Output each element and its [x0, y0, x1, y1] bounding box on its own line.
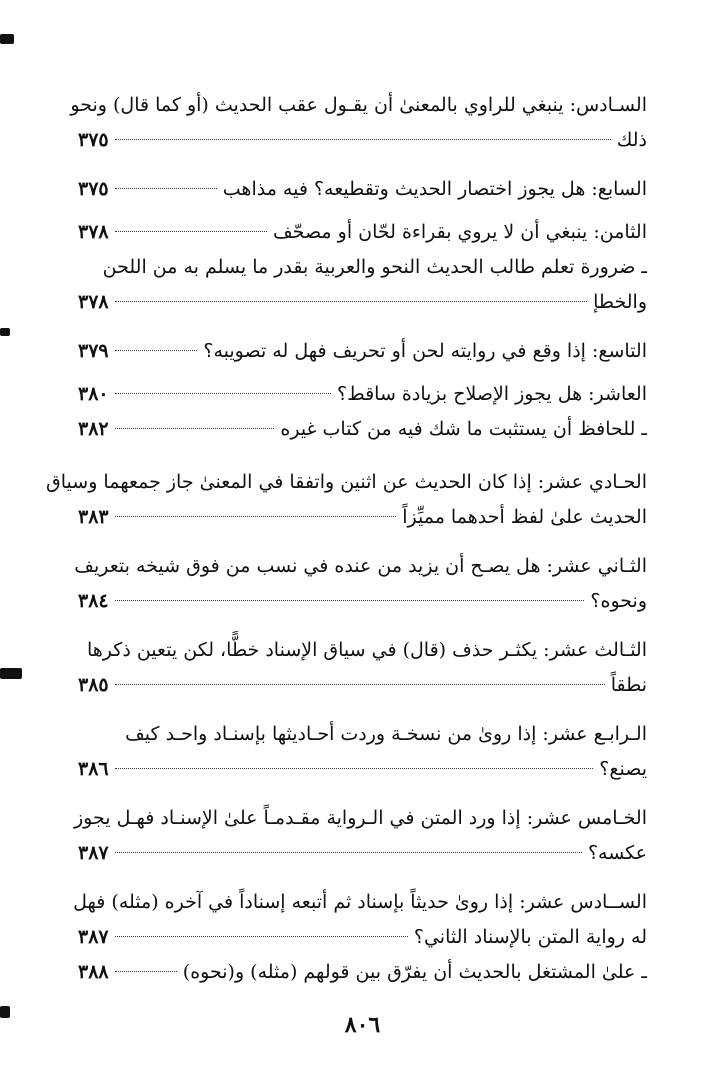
dot-leader [115, 768, 594, 769]
toc-entry [78, 334, 647, 369]
entry-text: ـ للحافظ أن يستثبت ما شك فيه من كتاب غيره [280, 418, 647, 440]
dot-leader [115, 231, 267, 232]
entry-page-number: ٣٨٧ [78, 842, 109, 864]
table-of-contents [46, 88, 647, 990]
dot-leader [115, 301, 587, 302]
dot-leader [115, 188, 217, 189]
entry-last-line [78, 668, 647, 703]
entry-text: الثامن: ينبغي أن لا يروي بقراءة لحّان أو مصحّف [273, 221, 647, 243]
toc-entry [78, 717, 647, 787]
dot-leader [115, 971, 177, 972]
entry-last-line [78, 377, 647, 412]
entry-page-number: ٣٧٥ [78, 178, 109, 200]
toc-entry [78, 215, 647, 250]
entry-text: والخطإ [593, 291, 647, 313]
entry-text: نطقاً [610, 674, 647, 696]
entry-text: له رواية المتن بالإسناد الثاني؟ [413, 926, 647, 948]
scan-mark-left [0, 328, 10, 336]
entry-line [70, 88, 647, 123]
entry-last-line [78, 920, 647, 955]
dot-leader [115, 393, 331, 394]
scan-mark-middle [0, 668, 22, 679]
entry-page-number: ٣٨٢ [78, 418, 109, 440]
dot-leader [115, 936, 408, 937]
entry-last-line [78, 500, 647, 535]
toc-entry [73, 885, 647, 955]
toc-entry [78, 412, 647, 447]
entry-text: الحـادي عشر: إذا كان الحديث عن اثنين واتفقا في المعنىٰ جاز جمعهما وسياق [46, 471, 647, 493]
entry-text: الحديث علىٰ لفظ أحدهما مميِّزاً [402, 506, 647, 528]
toc-entry [78, 633, 647, 703]
entry-text: الخـامس عشر: إذا ورد المتن في الـرواية مقـدمـاً علىٰ الإسنـاد فهـل يجوز [74, 807, 647, 829]
entry-text: السـادس: ينبغي للراوي بالمعنىٰ أن يقـول عقب الحديث (أو كما قال) ونحو [70, 94, 647, 116]
entry-text: الثـاني عشر: هل يصـح أن يزيد من عنده في نسب من فوق شيخه بتعريف [74, 555, 647, 577]
entry-line [78, 250, 647, 285]
entry-page-number: ٣٧٨ [78, 291, 109, 313]
entry-line [73, 885, 647, 920]
toc-entry [74, 801, 647, 871]
entry-page-number: ٣٨٤ [78, 590, 109, 612]
entry-page-number: ٣٨٧ [78, 926, 109, 948]
entry-page-number: ٣٨٥ [78, 674, 109, 696]
dot-leader [115, 516, 397, 517]
entry-last-line [78, 412, 647, 447]
entry-line [78, 717, 647, 752]
entry-last-line [78, 955, 647, 990]
entry-last-line [78, 334, 647, 369]
entry-text: ذلك [616, 129, 647, 151]
scan-mark-top [0, 34, 14, 44]
entry-last-line [78, 584, 647, 619]
entry-line [46, 465, 647, 500]
entry-page-number: ٣٨٣ [78, 506, 109, 528]
entry-text: الســادس عشر: إذا روىٰ حديثاً بإسناد ثم أتبعه إسناداً في آخره (مثله) فهل [73, 891, 647, 913]
dot-leader [115, 139, 611, 140]
entry-last-line [78, 836, 647, 871]
entry-text: الـرابـع عشر: إذا روىٰ من نسخـة وردت أحـاديثها بإسنـاد واحـد كيف [125, 723, 647, 745]
dot-leader [115, 852, 582, 853]
entry-page-number: ٣٨٦ [78, 758, 109, 780]
entry-text: السابع: هل يجوز اختصار الحديث وتقطيعه؟ فيه مذاهب [222, 178, 647, 200]
toc-entry [74, 549, 647, 619]
entry-text: ـ علىٰ المشتغل بالحديث أن يفرّق بين قولهم (مثله) و(نحوه) [182, 961, 647, 983]
dot-leader [115, 350, 198, 351]
toc-entry [78, 377, 647, 412]
entry-last-line [78, 215, 647, 250]
dot-leader [115, 684, 605, 685]
entry-page-number: ٣٧٩ [78, 340, 109, 362]
dot-leader [115, 600, 585, 601]
entry-page-number: ٣٨٠ [78, 383, 109, 405]
page-number: ٨٠٦ [344, 1012, 381, 1038]
toc-entry [46, 465, 647, 535]
entry-line [78, 633, 647, 668]
entry-text: العاشر: هل يجوز الإصلاح بزيادة ساقط؟ [336, 383, 647, 405]
dot-leader [115, 428, 275, 429]
entry-page-number: ٣٧٨ [78, 221, 109, 243]
entry-text: يصنع؟ [599, 758, 647, 780]
entry-page-number: ٣٨٨ [78, 961, 109, 983]
toc-entry [70, 88, 647, 158]
entry-last-line [78, 285, 647, 320]
entry-text: التاسع: إذا وقع في روايته لحن أو تحريف فهل له تصويبه؟ [203, 340, 647, 362]
entry-text: ـ ضرورة تعلم طالب الحديث النحو والعربية بقدر ما يسلم به من اللحن [102, 256, 647, 278]
toc-entry [78, 172, 647, 207]
entry-line [74, 549, 647, 584]
entry-last-line [78, 123, 647, 158]
entry-text: ونحوه؟ [590, 590, 647, 612]
toc-entry [78, 250, 647, 320]
entry-last-line [78, 172, 647, 207]
entry-text: عكسه؟ [587, 842, 647, 864]
entry-last-line [78, 752, 647, 787]
entry-line [74, 801, 647, 836]
entry-page-number: ٣٧٥ [78, 129, 109, 151]
entry-text: الثـالث عشر: يكثـر حذف (قال) في سياق الإسناد خطًّا، لكن يتعين ذكرها [87, 639, 647, 661]
toc-entry [78, 955, 647, 990]
